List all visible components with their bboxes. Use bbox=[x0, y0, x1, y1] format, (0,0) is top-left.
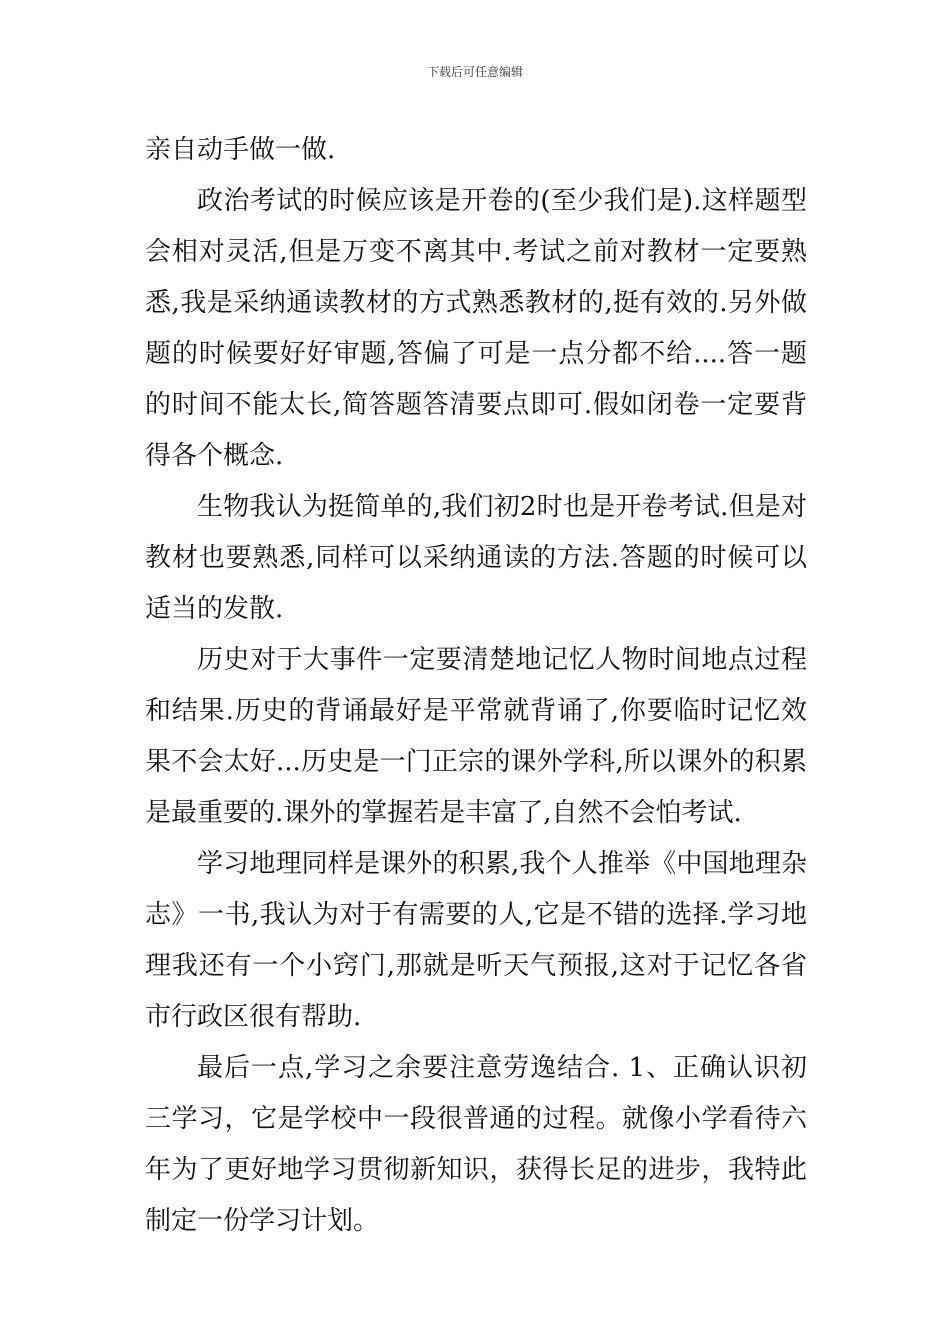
document-body bbox=[145, 125, 807, 1247]
paragraph-continuation: 亲自动手做一做. bbox=[145, 135, 336, 165]
page-header: 下载后可任意编辑 bbox=[426, 65, 523, 79]
paragraph-conclusion: 最后一点,学习之余要注意劳逸结合. 1、正确认识初三学习，它是学校中一段很普通的过程。就像小学看待六年为了更好地学习贯彻新知识，获得长足的进步，我特此制定一份学习计划。 bbox=[145, 1053, 807, 1236]
paragraph-history: 历史对于大事件一定要清楚地记忆人物时间地点过程和结果.历史的背诵最好是平常就背诵了,你要临时记忆效果不会太好...历史是一门正宗的课外学科,所以课外的积累是最重要的.课外的掌握若是丰富了,自然不会怕考试. bbox=[145, 645, 807, 828]
paragraph-biology: 生物我认为挺简单的,我们初2时也是开卷考试.但是对教材也要熟悉,同样可以采纳通读的方法.答题的时候可以适当的发散. bbox=[145, 492, 807, 624]
paragraph-geography: 学习地理同样是课外的积累,我个人推举《中国地理杂志》一书,我认为对于有需要的人,它是不错的选择.学习地理我还有一个小窍门,那就是听天气预报,这对于记忆各省市行政区很有帮助. bbox=[145, 849, 807, 1032]
paragraph-politics: 政治考试的时候应该是开卷的(至少我们是).这样题型会相对灵活,但是万变不离其中.考试之前对教材一定要熟悉,我是采纳通读教材的方式熟悉教材的,挺有效的.另外做题的时候要好好审题,答偏了可是一点分都不给....答一题的时间不能太长,简答题答清要点即可.假如闭卷一定要背得各个概念. bbox=[145, 186, 807, 471]
